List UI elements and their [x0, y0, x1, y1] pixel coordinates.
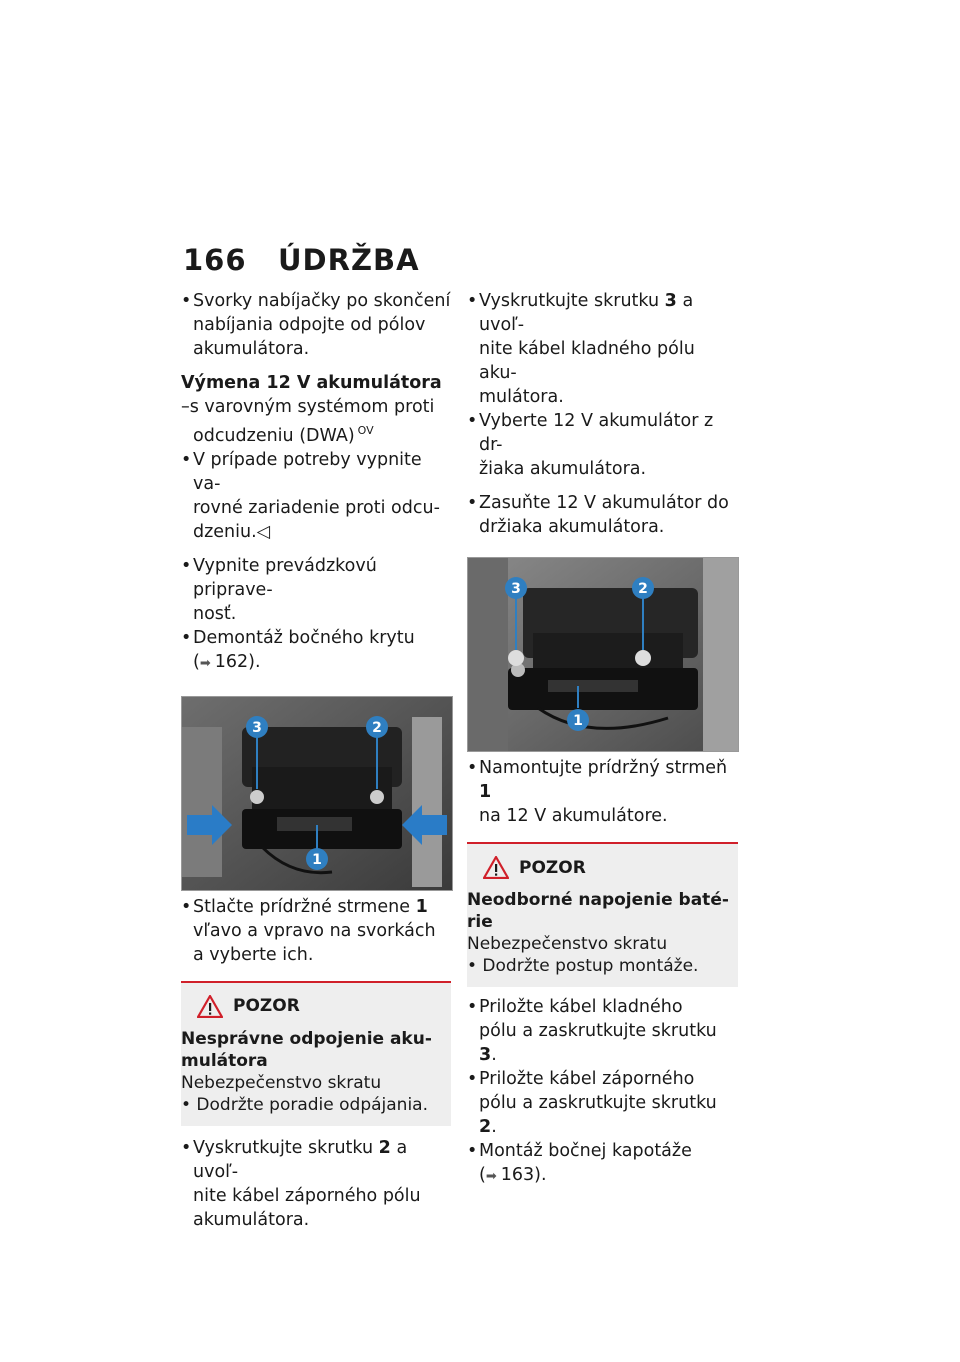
text-line: Vyskrutkujte skrutku [193, 1137, 374, 1158]
callout-3: 3 [511, 581, 521, 597]
open-paren: ( [479, 1165, 486, 1185]
text-line: pólu a zaskrutkujte skrutku [479, 1021, 717, 1041]
text-line: Svorky nabíjačky po skončení [193, 291, 451, 311]
text-line: Priložte kábel záporného [479, 1069, 695, 1089]
bullet-icon: • [467, 758, 478, 778]
warning-box [467, 842, 738, 987]
text-line: a vyberte ich. [193, 944, 314, 965]
warning-triangle-icon [197, 995, 223, 1018]
bullet-icon: • [467, 493, 478, 513]
warning-triangle-icon [483, 856, 509, 879]
part-reference: 3 [479, 1045, 492, 1065]
callout-1: 1 [573, 713, 583, 729]
text-line: a uvoľ- [479, 291, 694, 335]
text-line: mulátora. [479, 387, 564, 407]
text-line: pólu a zaskrutkujte skrutku [479, 1093, 717, 1113]
battery-install-figure [467, 557, 739, 752]
page-reference[interactable]: 162). [214, 651, 261, 672]
warning-instruction: • Dodržte postup montáže. [467, 956, 699, 976]
text-line: akumulátora. [193, 339, 310, 359]
page-header [183, 243, 420, 277]
text-line: Priložte kábel kladného [479, 997, 683, 1017]
bullet-icon: • [181, 1137, 192, 1158]
bullet-icon: • [181, 627, 192, 648]
bullet-icon: • [467, 997, 478, 1017]
list-item [181, 289, 451, 361]
list-item [467, 491, 738, 539]
text-line: nosť. [193, 603, 237, 624]
bullet-icon: • [467, 1069, 478, 1089]
text-line: nite kábel kladného pólu aku- [479, 339, 695, 383]
text-line: Zasuňte 12 V akumulátor do [479, 493, 729, 513]
text-line: nabíjania odpojte od pólov [193, 315, 426, 335]
list-item [467, 289, 738, 409]
list-item [467, 1139, 738, 1189]
warning-label: POZOR [519, 857, 586, 878]
warning-heading: mulátora [181, 1050, 268, 1071]
callout-1: 1 [312, 851, 322, 868]
bullet-icon: • [467, 1141, 478, 1161]
text-line: –s varovným systémom proti [181, 397, 435, 417]
part-reference: 1 [479, 782, 492, 802]
warning-heading: rie [467, 912, 493, 932]
text-line: Vyskrutkujte skrutku [479, 291, 660, 311]
page-reference[interactable]: 163). [500, 1165, 547, 1185]
text-line: . [491, 1045, 497, 1065]
warning-label: POZOR [233, 996, 300, 1017]
bullet-icon: • [181, 449, 192, 470]
warning-text: Nebezpečenstvo skratu [467, 934, 668, 954]
bullet-icon: • [181, 555, 192, 576]
part-reference: 2 [479, 1117, 492, 1137]
text-line: nite kábel záporného pólu [193, 1185, 421, 1206]
text-line: Vyberte 12 V akumulátor z dr- [479, 411, 714, 455]
list-item [181, 1136, 451, 1232]
text-line: a uvoľ- [193, 1137, 408, 1182]
list-item [181, 895, 451, 967]
warning-instruction: • Dodržte poradie odpájania. [181, 1094, 428, 1115]
variant-note [181, 395, 451, 448]
part-reference: 1 [415, 896, 428, 917]
bullet-icon: • [467, 291, 478, 311]
page-number: 166 [183, 243, 247, 277]
list-item [467, 756, 738, 828]
text-line: rovné zariadenie proti odcu- [193, 497, 440, 518]
text-line: žiaka akumulátora. [479, 459, 647, 479]
text-line: akumulátora. [193, 1209, 310, 1230]
text-line: na 12 V akumulátore. [479, 806, 668, 826]
section-heading: Výmena 12 V akumulátora [181, 373, 442, 393]
text-line: dzeniu.◁ [193, 521, 271, 542]
callout-2: 2 [638, 581, 648, 597]
list-item [181, 554, 451, 626]
battery-removal-figure [181, 696, 453, 891]
warning-heading: Nesprávne odpojenie aku- [181, 1028, 432, 1049]
text-line: odcudzeniu (DWA) [193, 425, 355, 446]
list-item [467, 995, 738, 1067]
list-item [181, 448, 451, 544]
text-line: vľavo a vpravo na svorkách [193, 920, 436, 941]
section-title: ÚDRŽBA [278, 243, 420, 277]
text-line: Stlačte prídržné strmene [193, 896, 410, 917]
callout-2: 2 [372, 719, 382, 736]
text-line: Vypnite prevádzkovú priprave- [193, 555, 377, 600]
bullet-icon: • [181, 896, 192, 917]
open-paren: ( [193, 651, 200, 672]
page-reference-arrow-icon[interactable]: ➡ [199, 655, 211, 671]
text-line: Demontáž bočného krytu [193, 627, 415, 648]
text-line: Namontujte prídržný strmeň [479, 758, 728, 778]
warning-box [181, 981, 451, 1126]
text-line: držiaka akumulátora. [479, 517, 665, 537]
text-line: . [491, 1117, 497, 1137]
list-item [467, 1067, 738, 1139]
bullet-icon: • [467, 411, 478, 431]
callout-3: 3 [252, 719, 262, 736]
right-column [467, 289, 738, 1189]
warning-text: Nebezpečenstvo skratu [181, 1072, 382, 1093]
text-line: V prípade potreby vypnite va- [193, 449, 422, 494]
left-column [181, 289, 451, 1232]
page-reference-arrow-icon[interactable]: ➡ [485, 1169, 497, 1184]
part-reference: 2 [378, 1137, 391, 1158]
variant-superscript: OV [357, 424, 374, 437]
text-line: Montáž bočnej kapotáže [479, 1141, 692, 1161]
list-item [467, 409, 738, 481]
bullet-icon: • [181, 291, 192, 311]
list-item [181, 626, 451, 676]
warning-heading: Neodborné napojenie baté- [467, 890, 729, 910]
part-reference: 3 [664, 291, 677, 311]
